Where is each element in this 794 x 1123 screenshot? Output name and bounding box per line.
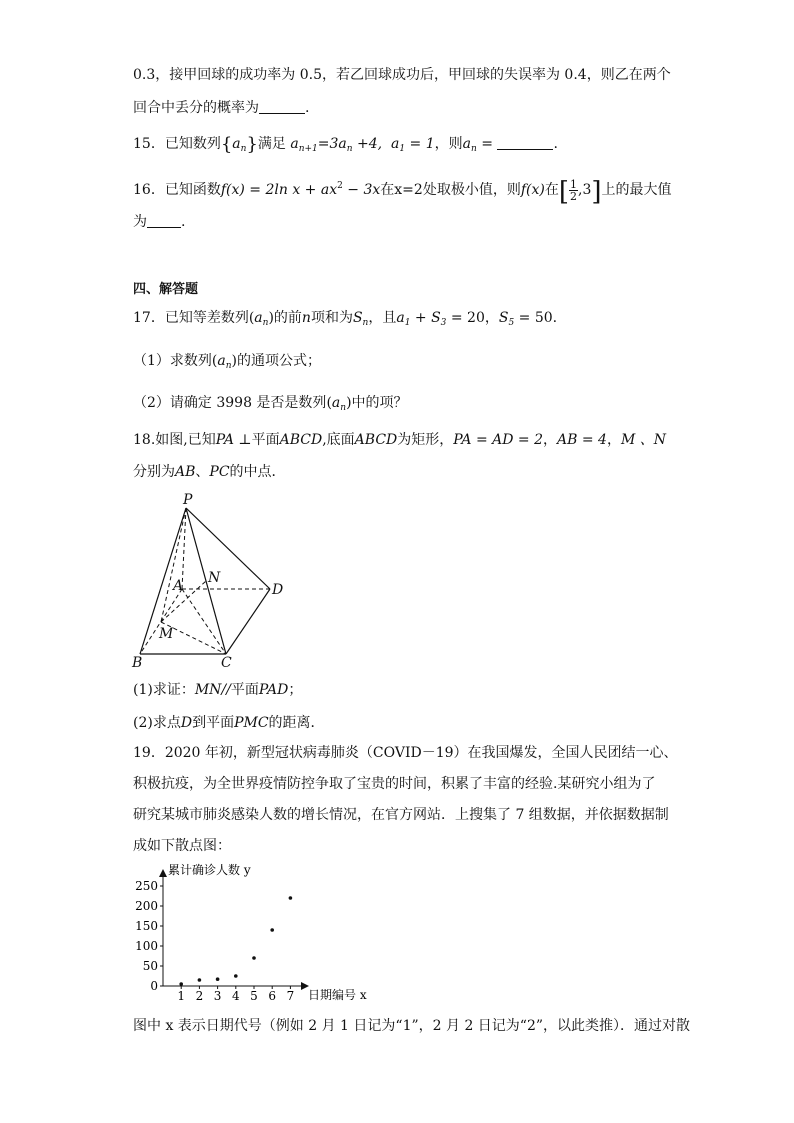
edge-CD: [226, 589, 270, 654]
q19-line-5: 图中 x 表示日期代号（例如 2 月 1 日记为“1”，2 月 2 日记为“2”，以此类推）．通过对散: [133, 1018, 691, 1034]
label-N: N: [208, 570, 221, 586]
q19-line-3: 研究某城市肺炎感染人数的增长情况，在官方网站．上搜集了 7 组数据，并依据数据制: [133, 807, 669, 823]
label-M: M: [159, 626, 174, 642]
y-tick-label: 250: [135, 879, 158, 893]
x-tick-label: 5: [250, 989, 258, 1003]
q15-line: 15．已知数列$\{a_n\}$满足 $a_{n+1}=3a_n +4$, $a_1 = 1$，则$a_n$ = .: [133, 134, 558, 155]
y-tick-label: 150: [135, 919, 158, 933]
fraction-half: $\frac{1}{2}$: [570, 177, 577, 203]
data-point: [198, 978, 202, 982]
q18-part-2: (2)求点D到平面PMC的距离．: [133, 715, 325, 731]
data-point: [234, 974, 238, 978]
data-point: [252, 956, 256, 960]
q16-line-2: 为 .: [133, 214, 186, 230]
q19-line-2: 积极抗疫，为全世界疫情防控争取了宝贵的时间，积累了丰富的经验.某研究小组为了: [133, 776, 656, 792]
answer-blank[interactable]: [497, 135, 553, 150]
scatter-chart: [128, 858, 388, 1006]
q17-part-2: （2）请确定 3998 是否是数列$(a_n)$中的项？: [133, 395, 408, 413]
q17-part-1: （1）求数列$(a_n)$的通项公式；: [133, 353, 322, 371]
x-tick-label: 3: [213, 989, 222, 1003]
q19-line-1: 19．2020 年初，新型冠状病毒肺炎（COVID－19）在我国爆发，全国人民团结一心、: [133, 745, 678, 761]
data-point: [270, 928, 274, 932]
segment-PM: [161, 508, 186, 622]
q16-line: 16．已知函数f(x) = 2ln $x + ax^2 - 3x$在x=2处取极小值，则f(x)在[ $\frac{1}{2}$ ,3]上的最大值: [133, 177, 672, 207]
y-axis-label: 累计确诊人数 y: [168, 863, 251, 877]
edge-AC: [182, 589, 226, 654]
y-tick-label: 50: [142, 959, 158, 973]
q19-line-4: 成如下散点图：: [133, 838, 231, 854]
answer-blank[interactable]: [147, 213, 181, 228]
q14-line-2: 回合中丢分的概率为 .: [133, 100, 310, 116]
label-C: C: [221, 655, 232, 671]
q18-line-2: 分别为AB、PC的中点．: [133, 464, 286, 480]
data-point: [216, 977, 220, 981]
q14-line-1: 0.3，接甲回球的成功率为 0.5，若乙回球成功后，甲回球的失误率为 0.4，则乙在两个: [133, 67, 671, 83]
x-tick-label: 2: [195, 989, 204, 1003]
section-heading: 四、解答题: [133, 282, 199, 297]
x-tick-label: 7: [286, 989, 295, 1003]
q18-part-1: (1)求证：MN//平面PAD；: [133, 682, 303, 698]
x-axis-label: 日期编号 x: [308, 988, 367, 1002]
q18-line-1: 18.如图,已知PA ⊥平面ABCD,底面ABCD为矩形，PA = AD = 2，AB = 4，M 、N: [133, 432, 666, 448]
y-tick-label: 0: [150, 979, 158, 993]
x-tick-label: 4: [231, 989, 240, 1003]
y-tick-label: 200: [135, 899, 158, 913]
y-tick-label: 100: [135, 939, 158, 953]
label-D: D: [272, 582, 284, 598]
label-B: B: [132, 655, 143, 671]
answer-blank[interactable]: [259, 99, 305, 114]
data-point: [179, 982, 183, 986]
data-point: [289, 896, 293, 900]
pyramid-figure: [128, 490, 298, 672]
segment-MN: [161, 581, 206, 622]
x-tick-label: 6: [268, 989, 277, 1003]
q17-line: 17．已知等差数列$(a_n)$的前n项和为$S_n$，且$a_1 + S_3 = 20$，$S_5 = 50$.: [133, 310, 558, 328]
label-A: A: [173, 578, 184, 594]
x-tick-label: 1: [177, 989, 186, 1003]
label-P: P: [183, 492, 193, 508]
edge-PD: [186, 508, 270, 589]
